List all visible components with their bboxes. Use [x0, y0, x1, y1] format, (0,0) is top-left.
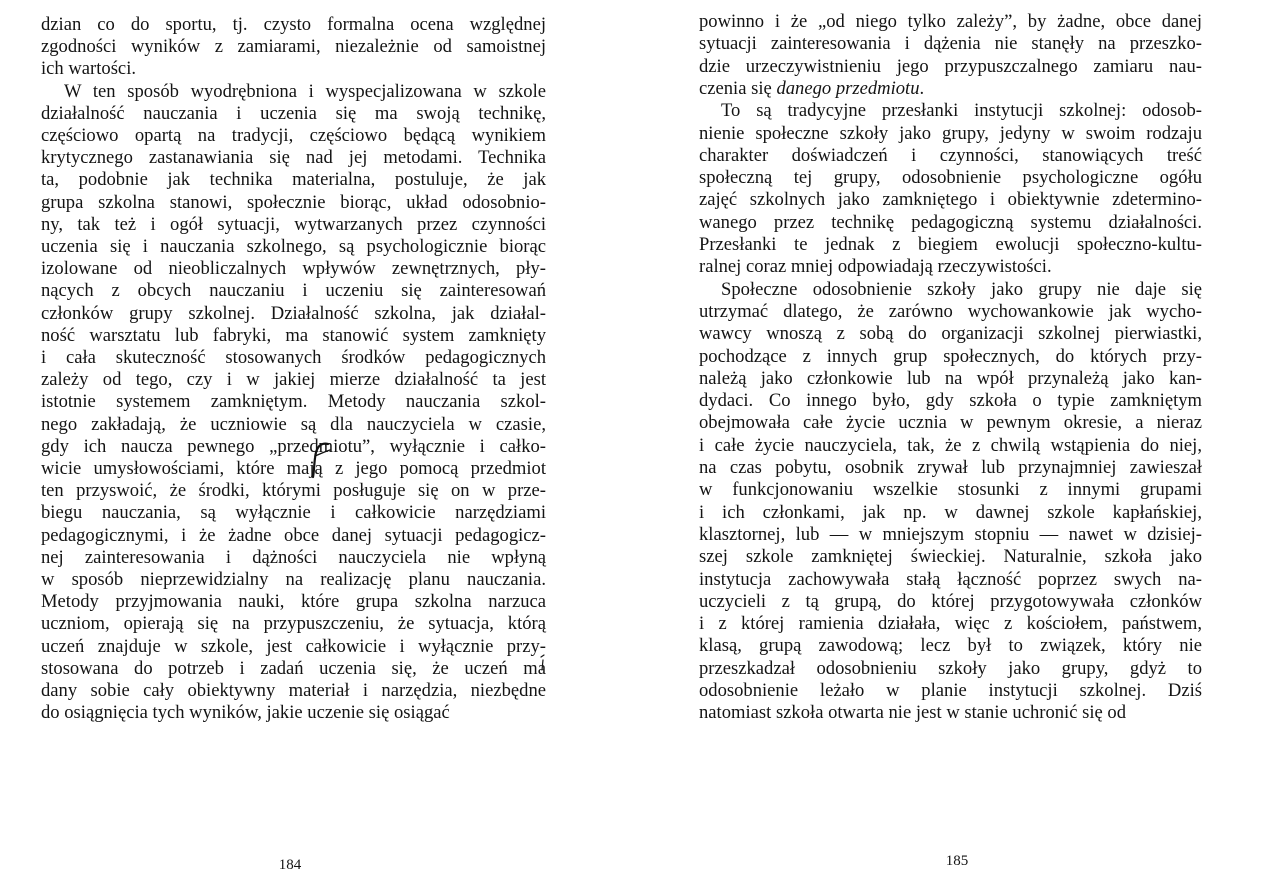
text-line: izolowane od nieobliczalnych wpływów zewnętrznych, pły- — [41, 258, 546, 280]
text-line: charakter doświadczeń i czynności, stanowiących treść — [699, 144, 1202, 166]
text-line: w sposób nieprzewidzialny na realizację planu nauczania. — [41, 569, 546, 590]
handwritten-bracket-mark — [306, 440, 332, 480]
text-line: powinno i że „od niego tylko zależy”, by żadne, obce danej — [699, 11, 1202, 32]
text-line: gdy ich naucza pewnego „przedmiotu”, wyłącznie i całko- — [41, 435, 546, 457]
text-line: zależy od tego, czy i w jakiej mierze działalność ta jest — [41, 369, 546, 391]
text-line: działalność nauczania i uczenia się ma swoją technikę, — [41, 102, 546, 124]
text-line: krytycznego zastanawiania się nad jej metodami. Technika — [41, 147, 546, 169]
text-line: Społeczne odosobnienie szkoły jako grupy nie daje się — [721, 278, 1202, 300]
text-line: klasztornej, lub — w mniejszym stopniu — nawet w dzisiej- — [699, 523, 1202, 545]
page-number: 184 — [278, 857, 302, 873]
text-line: natomiast szkoła otwarta nie jest w stanie uchronić się od — [699, 702, 1127, 724]
text-line: stosowana do potrzeb i zadań uczenia się, że uczeń ma — [41, 657, 546, 679]
right-page — [631, 0, 1263, 893]
text-line: uczenia się i nauczania szkolnego, są psychologicznie biorąc — [41, 236, 546, 257]
text-line: wicie umysłowościami, które mają z jego pomocą przedmiot — [41, 458, 546, 479]
text-line: uczeń znajduje w szkole, jest całkowicie i wyłącznie przy- — [41, 635, 546, 657]
text-line: wawcy wnoszą z sobą do organizacji szkolnej pierwiastki, — [699, 323, 1202, 345]
text-line: uczniom, opierają się na przypuszczeniu, że sytuacja, którą — [41, 613, 546, 635]
text-line: dzian co do sportu, tj. czysto formalna ocena względnej — [41, 14, 546, 35]
text-line: Metody przyjmowania nauki, które grupa szkolna narzuca — [41, 591, 546, 613]
text-line: społeczną tej grupy, odosobnienie psychologiczne ogółu — [699, 167, 1202, 189]
text-line: wanego przez technikę pedagogiczną systemu działalności. — [699, 211, 1202, 233]
page-number: 185 — [945, 853, 969, 869]
text-line: czenia się danego przedmiotu. — [699, 77, 925, 99]
text-line: utrzymać dlatego, że zarówno wychowankowie jak wycho- — [699, 300, 1202, 322]
text-line: pedagogicznymi, i że żadne obce danej sytuacji pedagogicz- — [41, 524, 546, 546]
text-line: członków grupy szkolnej. Działalność szkolna, jak działal- — [41, 302, 546, 324]
text-line: dydaci. Co innego było, gdy szkoła o typie zamkniętym — [699, 390, 1202, 412]
text-line: zgodności wyników z zamiarami, niezależnie od samoistnej — [41, 36, 546, 58]
text-line: i cała skuteczność stosowanych środków pedagogicznych — [41, 347, 546, 368]
text-line: uczycieli z tą grupą, do której przygotowywała członków — [699, 590, 1202, 612]
left-page — [0, 0, 631, 893]
text-line: częściowo opartą na tradycji, częściowo będącą wynikiem — [41, 125, 546, 146]
text-line: na czas pobytu, osobnik zrywał lub przynajmniej zawieszał — [699, 457, 1202, 478]
text-line: grupa szkolna stanowi, społecznie biorąc, układ odosobnio- — [41, 191, 546, 213]
text-line: instytucja zachowywała stałą łączność poprzez swych na- — [699, 568, 1202, 590]
text-line: pochodzące z innych grup społecznych, do których przy- — [699, 345, 1202, 367]
text-line: ich wartości. — [41, 58, 137, 80]
handwritten-tick-mark — [538, 654, 550, 672]
text-line: ta, podobnie jak technika materialna, postuluje, że jak — [41, 169, 546, 191]
text-line: ralnej coraz mniej odpowiadają rzeczywistości. — [699, 256, 1052, 278]
text-line: W ten sposób wyodrębniona i wyspecjalizowana w szkole — [64, 80, 546, 102]
text-line: To są tradycyjne przesłanki instytucji szkolnej: odosob- — [721, 100, 1202, 122]
text-line: szej szkole zamkniętej świeckiej. Naturalnie, szkoła jako — [699, 546, 1202, 568]
text-line: ność warsztatu lub fabryki, ma stanowić system zamknięty — [41, 324, 546, 346]
text-line: w funkcjonowaniu wszelkie stosunki z innymi grupami — [699, 479, 1202, 501]
text-line: istotnie systemem zamkniętym. Metody nauczania szkol- — [41, 391, 546, 413]
text-line: ten przyswoić, że środki, którymi posługuje się on w prze- — [41, 480, 546, 502]
text-line: zajęć szkolnych jako zamkniętego i obiektywnie zdetermino- — [699, 189, 1202, 211]
text-line: nej zainteresowania i dążności nauczyciela nie wpłyną — [41, 546, 546, 568]
text-line: nienie społeczne szkoły jako grupy, jedyny w swoim rodzaju — [699, 122, 1202, 144]
text-line: dany sobie cały obiektywny materiał i narzędzia, niezbędne — [41, 680, 546, 701]
text-line: odosobnienie leżało w planie instytucji szkolnej. Dziś — [699, 680, 1202, 701]
text-line: obejmowała całe życie ucznia w pewnym okresie, a nieraz — [699, 412, 1202, 434]
text-line: klasą, grupą zawodową; lecz był to związek, który nie — [699, 635, 1202, 657]
text-line: ny, tak też i ogół sytuacji, wytwarzanych przez czynności — [41, 213, 546, 235]
text-line: nących z obcych nauczaniu i uczeniu się zainteresowań — [41, 280, 546, 302]
text-line: nego zakładają, że uczniowie są dla nauczyciela w czasie, — [41, 413, 546, 435]
text-line: i z której ramienia działała, więc z kościołem, państwem, — [699, 613, 1202, 635]
text-line: przeszkadzał odosobnieniu szkoły jako grupy, gdyż to — [699, 657, 1202, 679]
text-line: biegu nauczania, są wyłącznie i całkowicie narzędziami — [41, 502, 546, 524]
text-line: i ich członkami, jak np. w dawnej szkole kapłańskiej, — [699, 501, 1202, 523]
text-line: Przesłanki te jednak z biegiem ewolucji społeczno-kultu- — [699, 234, 1202, 255]
text-line: dzie urzeczywistnieniu jego przypuszczalnego zamiaru nau- — [699, 55, 1202, 77]
text-line: i całe życie nauczyciela, tak, że z chwilą wstąpienia do niej, — [699, 434, 1202, 456]
text-line: sytuacji zainteresowania i dążenia nie stanęły na przeszko- — [699, 33, 1202, 55]
text-line: należą jako członkowie lub na wpół przynależą jako kan- — [699, 367, 1202, 389]
text-line: do osiągnięcia tych wyników, jakie uczenie się osiągać — [41, 702, 450, 724]
